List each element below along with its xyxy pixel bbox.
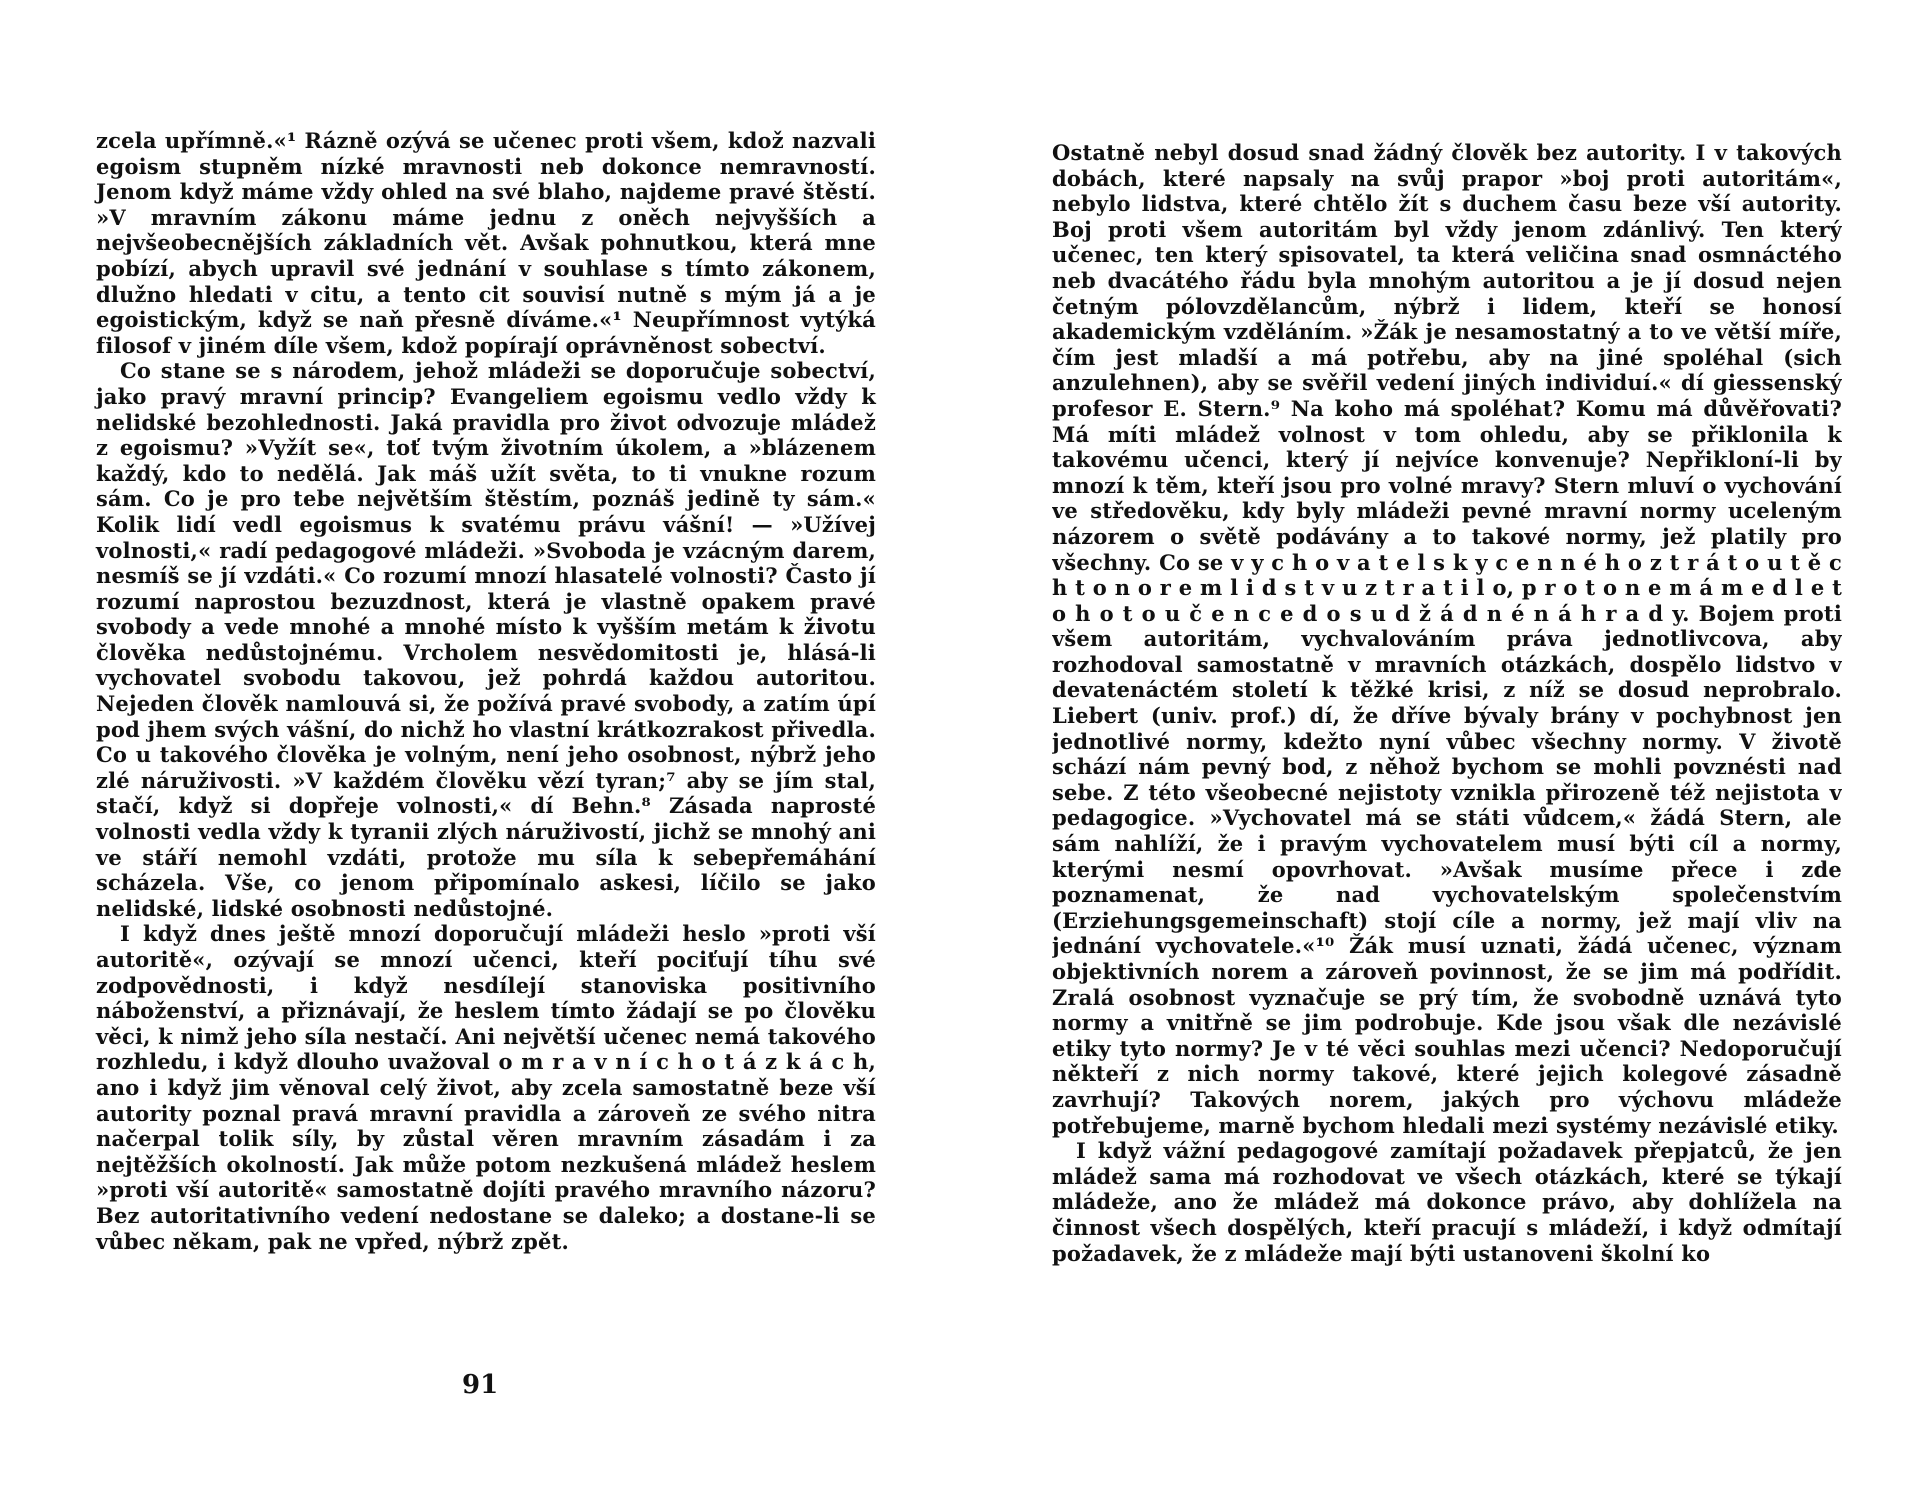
paragraph: zcela upřímně.«¹ Rázně ozývá se učenec proti všem, kdož nazvali egoism stupněm nízké mravnosti neb dokonce nemravností. Jenom když máme vždy ohled na své blaho, najdeme pravé štěstí. »V mravním zákonu máme jednu z oněch nejvyšších a nejvšeobecnějších základních vět. Avšak pohnutkou, která mne pobízí, abych upravil své jednání v souhlase s tímto zákonem, dlužno hledati v citu, a tento cit souvisí nutně s mým já a je egoistickým, když se naň přesně díváme.«¹ Neupřímnost vytýká filosof v jiném díle všem, kdož popírají oprávněnost sobectví. [96, 128, 876, 358]
left-page-text [96, 128, 876, 1254]
paragraph: I když vážní pedagogové zamítají požadavek přepjatců, že jen mládež sama má rozhodovat ve všech otázkách, které se týkají mládeže, ano že mládež má dokonce právo, aby dohlížela na činnost všech dospělých, kteří pracují s mládeží, i když odmítají požadavek, že z mládeže mají býti ustanoveni školní ko [1052, 1138, 1842, 1266]
right-page-text [1052, 140, 1842, 1266]
paragraph: I když dnes ještě mnozí doporučují mládeži heslo »proti vší autoritě«, ozývají se mnozí učenci, kteří pociťují tíhu své zodpovědnosti, i když nesdílejí stanoviska positivního náboženství, a přiznávají, že heslem tímto žádají se po člověku věci, k nimž jeho síla nestačí. Ani největší učenec nemá takového rozhledu, i když dlouho uvažoval o m r a v n í c h o t á z k á c h, ano i když jim věnoval celý život, aby zcela samostatně beze vší autority poznal pravá mravní pravidla a zároveň ze svého nitra načerpal tolik síly, by zůstal věren mravním zásadám i za nejtěžších okolností. Jak může potom nezkušená mládež heslem »proti vší autoritě« samostatně dojíti pravého mravního názoru? Bez autoritativního vedení nedostane se daleko; a dostane-li se vůbec někam, pak ne vpřed, nýbrž zpět. [96, 921, 876, 1254]
right-page [1052, 140, 1842, 1266]
paragraph: Co stane se s národem, jehož mládeži se doporučuje sobectví, jako pravý mravní princip? Evangeliem egoismu vedlo vždy k nelidské bezohlednosti. Jaká pravidla pro život odvozuje mládež z egoismu? »Vyžít se«, toť tvým životním úkolem, a »blázenem každý, kdo to nedělá. Jak máš užít světa, to ti vnukne rozum sám. Co je pro tebe největším štěstím, poznáš jedině ty sám.« Kolik lidí vedl egoismus k svatému právu vášní! — »Užívej volnosti,« radí pedagogové mládeži. »Svoboda je vzácným darem, nesmíš se jí vzdáti.« Co rozumí mnozí hlasatelé volnosti? Často jí rozumí naprostou bezuzdnost, která je vlastně opakem pravé svobody a vede mnohé a mnohé místo k vyšším metám k životu člověka nedůstojnému. Vrcholem nesvědomitosti je, hlásá-li vychovatel svobodu takovou, jež pohrdá každou autoritou. Nejeden člověk namlouvá si, že požívá pravé svobody, a zatím úpí pod jhem svých vášní, do nichž ho vlastní krátkozrakost přivedla. Co u takového člověka je volným, není jeho osobnost, nýbrž jeho zlé náruživosti. »V každém člověku vězí tyran;⁷ aby se jím stal, stačí, když si dopřeje volnosti,« dí Behn.⁸ Zásada naprosté volnosti vedla vždy k tyranii zlých náruživostí, jichž se mnohý ani ve stáří nemohl vzdáti, protože mu síla k sebepřemáhání scházela. Vše, co jenom připomínalo askesi, líčilo se jako nelidské, lidské osobnosti nedůstojné. [96, 358, 876, 921]
left-page [96, 128, 876, 1254]
paragraph: Ostatně nebyl dosud snad žádný člověk bez autority. I v takových dobách, které napsaly na svůj prapor »boj proti autoritám«, nebylo lidstva, které chtělo žít s duchem času beze vší autority. Boj proti všem autoritám byl vždy jenom zdánlivý. Ten který učenec, ten který spisovatel, ta která veličina snad osmnáctého neb dvacátého řádu byla mnohým autoritou a je jí dosud nejen četným pólovzdělancům, nýbrž i lidem, kteří se honosí akademickým vzděláním. »Žák je nesamostatný a to ve větší míře, čím jest mladší a má potřebu, aby na jiné spoléhal (sich anzulehnen), aby se svěřil vedení jiných individuí.« dí giessenský profesor E. Stern.⁹ Na koho má spoléhat? Komu má důvěřovati? Má míti mládež volnost v tom ohledu, aby se přiklonila k takovému učenci, který jí nejvíce konvenuje? Nepřikloní-li by mnozí k těm, kteří jsou pro volné mravy? Stern mluví o vychování ve středověku, kdy byly mládeži pevné mravní normy uceleným názorem o světě podávány a to takové normy, jež platily pro všechny. Co se v y c h o v a t e l s k y c e n n é h o z t r á t o u t ě c h t o n o r e m l i d s t v u z t r a t i l o, p r o t o n e m á m e d l e t o h o t o u č e n c e d o s u d ž á d n é n á h r a d y. Bojem proti všem autoritám, vychvalováním práva jednotlivcova, aby rozhodoval samostatně v mravních otázkách, dospělo lidstvo v devatenáctém století k těžké krisi, z níž se dosud neprobralo. Liebert (univ. prof.) dí, že dříve bývaly brány v pochybnost jen jednotlivé normy, kdežto nyní vůbec všechny normy. V životě schází nám pevný bod, z něhož bychom se mohli povznésti nad sebe. Z této všeobecné nejistoty vznikla přirozeně též nejistota v pedagogice. »Vychovatel má se státi vůdcem,« žádá Stern, ale sám nahlíží, že i pravým vychovatelem musí býti cíl a normy, kterými nesmí opovrhovat. »Avšak musíme přece i zde poznamenat, že nad vychovatelským společenstvím (Erziehungsgemeinschaft) stojí cíle a normy, jež mají vliv na jednání vychovatele.«¹⁰ Žák musí uznati, žádá učenec, význam objektivních norem a zároveň povinnost, že se jim má podřídit. Zralá osobnost vyznačuje se prý tím, že svobodně uznává tyto normy a vnitřně se jim podrobuje. Kde jsou však dle nezávislé etiky tyto normy? Je v té věci souhlas mezi učenci? Nedoporučují někteří z nich normy takové, které jejich kolegové zásadně zavrhují? Takových norem, jakých pro výchovu mládeže potřebujeme, marně bychom hledali mezi systémy nezávislé etiky. [1052, 140, 1842, 1138]
page-number: 91 [462, 1370, 499, 1400]
